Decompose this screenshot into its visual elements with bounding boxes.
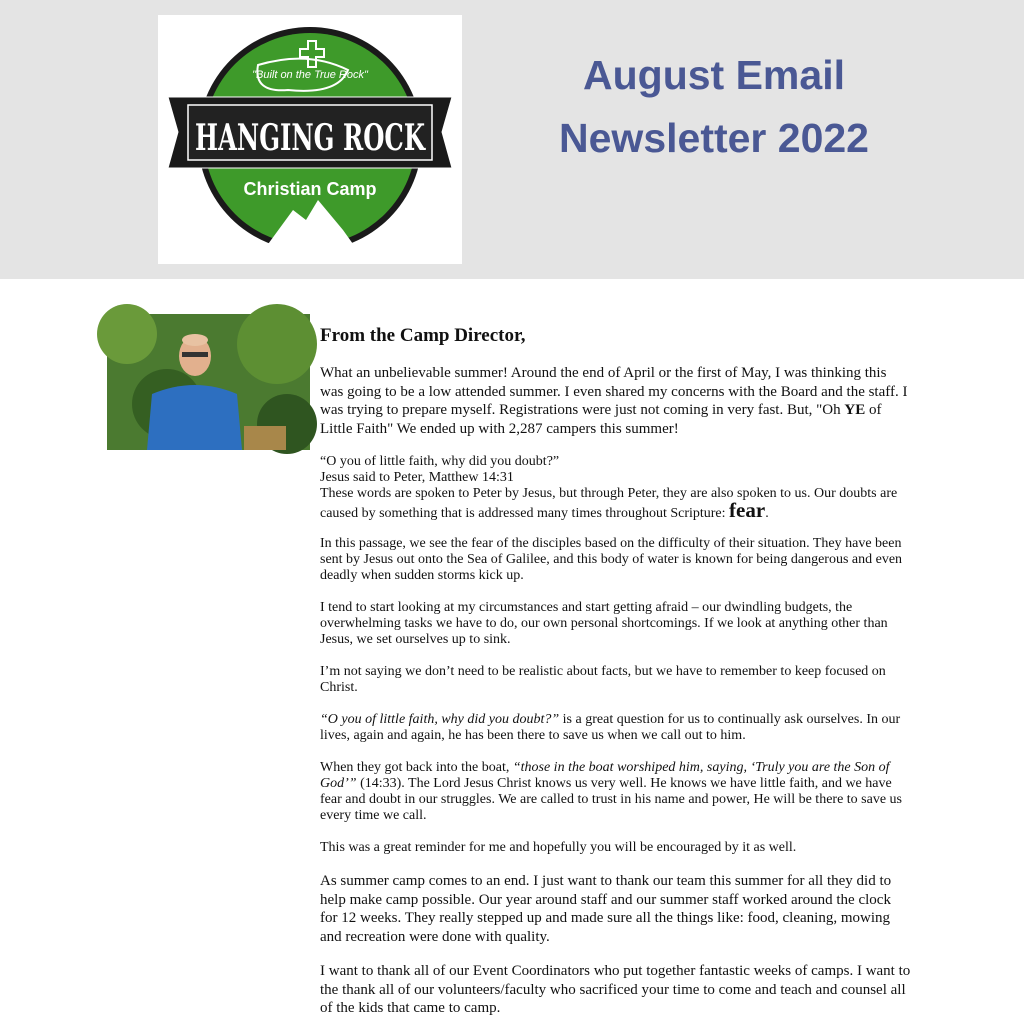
hanging-rock-logo (158, 15, 462, 264)
title-line-1: August Email (583, 52, 845, 98)
director-letter (320, 324, 912, 1034)
camp-director-photo (107, 314, 310, 450)
paragraph-intro (320, 364, 912, 438)
paragraph-verse (320, 454, 912, 522)
text: When they got back into the boat, (320, 760, 513, 775)
text: . (765, 506, 769, 521)
logo-name: HANGING ROCK (195, 117, 427, 159)
paragraph (320, 760, 912, 824)
verse-quote: “O you of little faith, why did you doubt?” (320, 454, 560, 469)
bold-text: YE (844, 402, 866, 418)
logo-tagline: "Built on the True Rock" (252, 69, 368, 81)
paragraph: I’m not saying we don’t need to be realistic about facts, but we have to remember to keep focused on Christ. (320, 664, 886, 695)
logo-subtitle: Christian Camp (243, 179, 377, 199)
paragraph: I tend to start looking at my circumstances and start getting afraid – our dwindling budgets, the overwhelming tasks we have to do, our own personal shortcomings. If we look at anything other than Jesus, we set ourselves up to sink. (320, 600, 888, 647)
text: of Little Faith" We ended up with 2,287 campers this summer! (320, 402, 882, 437)
text: What an unbelievable summer! Around the end of April or the first of May, I was thinking this was going to be a low attended summer. I even shared my concerns with the Board and the staff. I was trying to prepare myself. Registrations were just not coming in very fast. But, "Oh (320, 365, 908, 418)
italic-quote: “those in the boat worshiped him, saying, ‘Truly you are the Son of God’” (320, 760, 890, 791)
title-line-2: Newsletter 2022 (559, 115, 869, 161)
italic-quote: “O you of little faith, why did you doubt?” (320, 712, 560, 727)
paragraph: In this passage, we see the fear of the disciples based on the difficulty of their situation. They have been sent by Jesus out onto the Sea of Galilee, and this body of water is known for being dangerous and even deadly when sudden storms kick up. (320, 536, 903, 583)
verse-reference: Jesus said to Peter, Matthew 14:31 (320, 470, 514, 485)
paragraph (320, 712, 912, 744)
paragraph: As summer camp comes to an end. I just want to thank our team this summer for all they did to help make camp possible. Our year around staff and our summer staff worked around the clock for 12 weeks. They really stepped up and made sure all the things like: food, cleaning, mowing and recreation were done with quality. (320, 873, 892, 945)
paragraph: This was a great reminder for me and hopefully you will be encouraged by it as well. (320, 840, 797, 855)
text: These words are spoken to Peter by Jesus, but through Peter, they are also spoken to us. Our doubts are caused by something that is addressed many times throughout Scripture: (320, 486, 898, 521)
text: (14:33). The Lord Jesus Christ knows us very well. He knows we have little faith, and we have fear and doubt in our struggles. We are called to trust in his name and power, He will be there to save us every time we call. (320, 776, 902, 823)
newsletter-title (520, 44, 908, 170)
paragraph: I want to thank all of our Event Coordinators who put together fantastic weeks of camps. I want to the thank all of our volunteers/faculty who sacrificed your time to come and teach and counsel all of the kids that came to camp. (320, 963, 911, 1016)
emphasis-fear: fear (729, 498, 766, 522)
letter-heading: From the Camp Director, (320, 325, 526, 346)
text: is a great question for us to continually ask ourselves. In our lives, again and again, he has been there to save us when we call out to him. (320, 712, 901, 743)
newsletter-header (0, 0, 1024, 279)
